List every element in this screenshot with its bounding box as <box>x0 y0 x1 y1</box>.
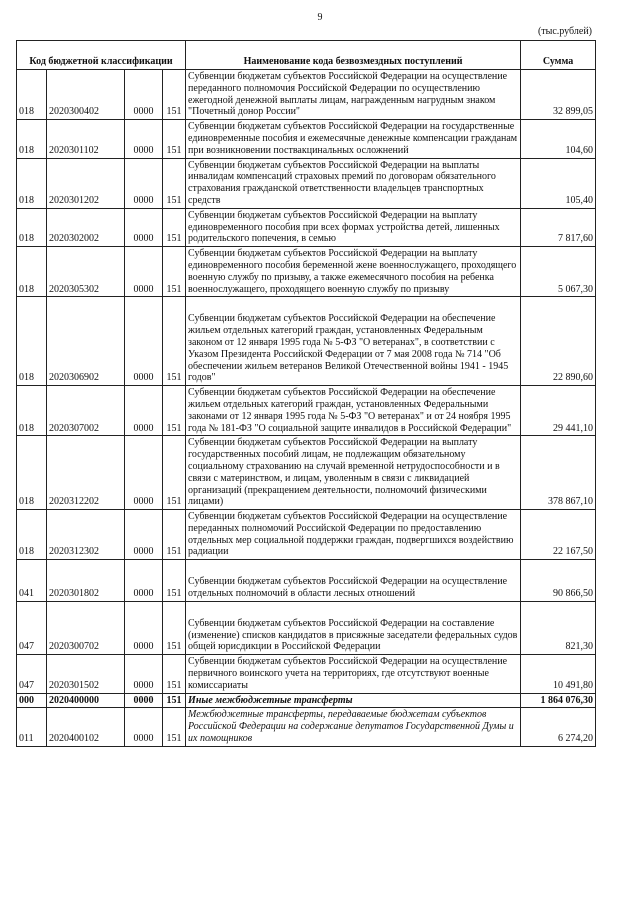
amount: 821,30 <box>521 601 596 654</box>
kosgu-code: 151 <box>163 70 186 120</box>
table-body <box>17 70 596 747</box>
kosgu-code: 151 <box>163 560 186 602</box>
kosgu-code: 151 <box>163 386 186 436</box>
amount: 10 491,80 <box>521 655 596 693</box>
income-code: 2020301502 <box>47 655 125 693</box>
amount: 6 274,20 <box>521 708 596 746</box>
program-code: 0000 <box>125 247 163 297</box>
table-row <box>17 708 596 746</box>
page-number: 9 <box>317 12 323 23</box>
income-code: 2020301202 <box>47 158 125 208</box>
admin-code: 018 <box>17 158 47 208</box>
admin-code: 018 <box>17 297 47 386</box>
admin-code: 018 <box>17 120 47 158</box>
income-name: Субвенции бюджетам субъектов Российской Федерации на обеспечение жильем отдельных категорий граждан, установленных Федеральным законом от 12 января 1995 года № 5-ФЗ "О ветеранах", в соответствии с Указом Президента Российской Федерации от 7 мая 2008 года № 714 "Об обеспечении жильем ветеранов Великой Отечественной войны 1941 - 1945 годов" <box>186 297 521 386</box>
table-row <box>17 655 596 693</box>
program-code: 0000 <box>125 386 163 436</box>
income-name: Субвенции бюджетам субъектов Российской Федерации на осуществление первичного воинского учета на территориях, где отсутствуют военные комиссариаты <box>186 655 521 693</box>
kosgu-code: 151 <box>163 436 186 510</box>
kosgu-code: 151 <box>163 693 186 708</box>
income-code: 2020300402 <box>47 70 125 120</box>
income-name: Субвенции бюджетам субъектов Российской Федерации на осуществление переданных полномочий Российской Федерации по предоставлению отдельных мер социальной поддержки граждан, подвергшихся воздействию радиации <box>186 510 521 560</box>
income-code: 2020400000 <box>47 693 125 708</box>
program-code: 0000 <box>125 70 163 120</box>
income-code: 2020301102 <box>47 120 125 158</box>
admin-code: 011 <box>17 708 47 746</box>
admin-code: 018 <box>17 70 47 120</box>
header-code: Код бюджетной классификации <box>17 41 186 70</box>
kosgu-code: 151 <box>163 601 186 654</box>
kosgu-code: 151 <box>163 120 186 158</box>
table-row <box>17 70 596 120</box>
admin-code: 018 <box>17 247 47 297</box>
program-code: 0000 <box>125 510 163 560</box>
program-code: 0000 <box>125 297 163 386</box>
table-row <box>17 560 596 602</box>
kosgu-code: 151 <box>163 708 186 746</box>
program-code: 0000 <box>125 601 163 654</box>
header-name: Наименование кода безвозмездных поступлений <box>186 41 521 70</box>
program-code: 0000 <box>125 436 163 510</box>
amount: 104,60 <box>521 120 596 158</box>
amount: 22 167,50 <box>521 510 596 560</box>
amount: 29 441,10 <box>521 386 596 436</box>
income-code: 2020302002 <box>47 208 125 246</box>
program-code: 0000 <box>125 708 163 746</box>
income-name: Субвенции бюджетам субъектов Российской Федерации на выплаты инвалидам компенсаций страховых премий по договорам обязательного страхования гражданской ответственности владельцев транспортных средств <box>186 158 521 208</box>
header-sum: Сумма <box>521 41 596 70</box>
program-code: 0000 <box>125 693 163 708</box>
table-row <box>17 247 596 297</box>
admin-code: 000 <box>17 693 47 708</box>
income-code: 2020400102 <box>47 708 125 746</box>
table-row <box>17 158 596 208</box>
table-row-total <box>17 693 596 708</box>
income-code: 2020301802 <box>47 560 125 602</box>
header-row <box>17 41 596 70</box>
admin-code: 018 <box>17 386 47 436</box>
admin-code: 041 <box>17 560 47 602</box>
amount: 90 866,50 <box>521 560 596 602</box>
kosgu-code: 151 <box>163 208 186 246</box>
admin-code: 047 <box>17 601 47 654</box>
table-row <box>17 436 596 510</box>
income-name: Субвенции бюджетам субъектов Российской Федерации на выплату единовременного пособия беременной жене военнослужащего, проходящего военную службу по призыву, а также ежемесячного пособия на ребенка военнослужащего, проходящего военную службу по призыву <box>186 247 521 297</box>
income-code: 2020300702 <box>47 601 125 654</box>
table-row <box>17 386 596 436</box>
admin-code: 018 <box>17 510 47 560</box>
program-code: 0000 <box>125 208 163 246</box>
table-row <box>17 601 596 654</box>
income-name: Субвенции бюджетам субъектов Российской Федерации на выплату государственных пособий лицам, не подлежащим обязательному социальному страхованию на случай временной нетрудоспособности и в связи с материнством, и лицам, уволенным в связи с ликвидацией организаций (прекращением деятельности, полномочий физическими лицами) <box>186 436 521 510</box>
kosgu-code: 151 <box>163 158 186 208</box>
budget-table <box>16 40 596 747</box>
income-code: 2020306902 <box>47 297 125 386</box>
income-name: Субвенции бюджетам субъектов Российской Федерации на осуществление отдельных полномочий в области лесных отношений <box>186 560 521 602</box>
table-row <box>17 297 596 386</box>
amount: 1 864 076,30 <box>521 693 596 708</box>
kosgu-code: 151 <box>163 655 186 693</box>
admin-code: 047 <box>17 655 47 693</box>
program-code: 0000 <box>125 560 163 602</box>
amount: 22 890,60 <box>521 297 596 386</box>
income-name: Субвенции бюджетам субъектов Российской Федерации на осуществление переданного полномочия Российской Федерации по осуществлению ежегодной денежной выплаты лицам, награжденным нагрудным знаком "Почетный донор России" <box>186 70 521 120</box>
income-code: 2020312302 <box>47 510 125 560</box>
amount: 7 817,60 <box>521 208 596 246</box>
income-name: Субвенции бюджетам субъектов Российской Федерации на государственные единовременные пособия и ежемесячные денежные компенсации гражданам при возникновении поствакцинальных осложнений <box>186 120 521 158</box>
program-code: 0000 <box>125 120 163 158</box>
income-code: 2020305302 <box>47 247 125 297</box>
income-code: 2020312202 <box>47 436 125 510</box>
kosgu-code: 151 <box>163 510 186 560</box>
amount: 32 899,05 <box>521 70 596 120</box>
income-name: Субвенции бюджетам субъектов Российской Федерации на выплату единовременного пособия при всех формах устройства детей, лишенных родительского попечения, в семью <box>186 208 521 246</box>
income-name: Субвенции бюджетам субъектов Российской Федерации на составление (изменение) списков кандидатов в присяжные заседатели федеральных судов общей юрисдикции в Российской Федерации <box>186 601 521 654</box>
table-row <box>17 208 596 246</box>
amount: 378 867,10 <box>521 436 596 510</box>
income-name: Межбюджетные трансферты, передаваемые бюджетам субъектов Российской Федерации на содержание депутатов Государственной Думы и их помощников <box>186 708 521 746</box>
income-name: Иные межбюджетные трансферты <box>186 693 521 708</box>
income-code: 2020307002 <box>47 386 125 436</box>
table-row <box>17 510 596 560</box>
units-label: (тыс.рублей) <box>537 26 592 37</box>
kosgu-code: 151 <box>163 297 186 386</box>
program-code: 0000 <box>125 655 163 693</box>
kosgu-code: 151 <box>163 247 186 297</box>
admin-code: 018 <box>17 208 47 246</box>
income-name: Субвенции бюджетам субъектов Российской Федерации на обеспечение жильем отдельных категорий граждан, установленных Федеральными законами от 12 января 1995 года № 5-ФЗ "О ветеранах" и от 24 ноября 1995 года № 181-ФЗ "О социальной защите инвалидов в Российской Федерации" <box>186 386 521 436</box>
program-code: 0000 <box>125 158 163 208</box>
amount: 5 067,30 <box>521 247 596 297</box>
amount: 105,40 <box>521 158 596 208</box>
admin-code: 018 <box>17 436 47 510</box>
table-row <box>17 120 596 158</box>
